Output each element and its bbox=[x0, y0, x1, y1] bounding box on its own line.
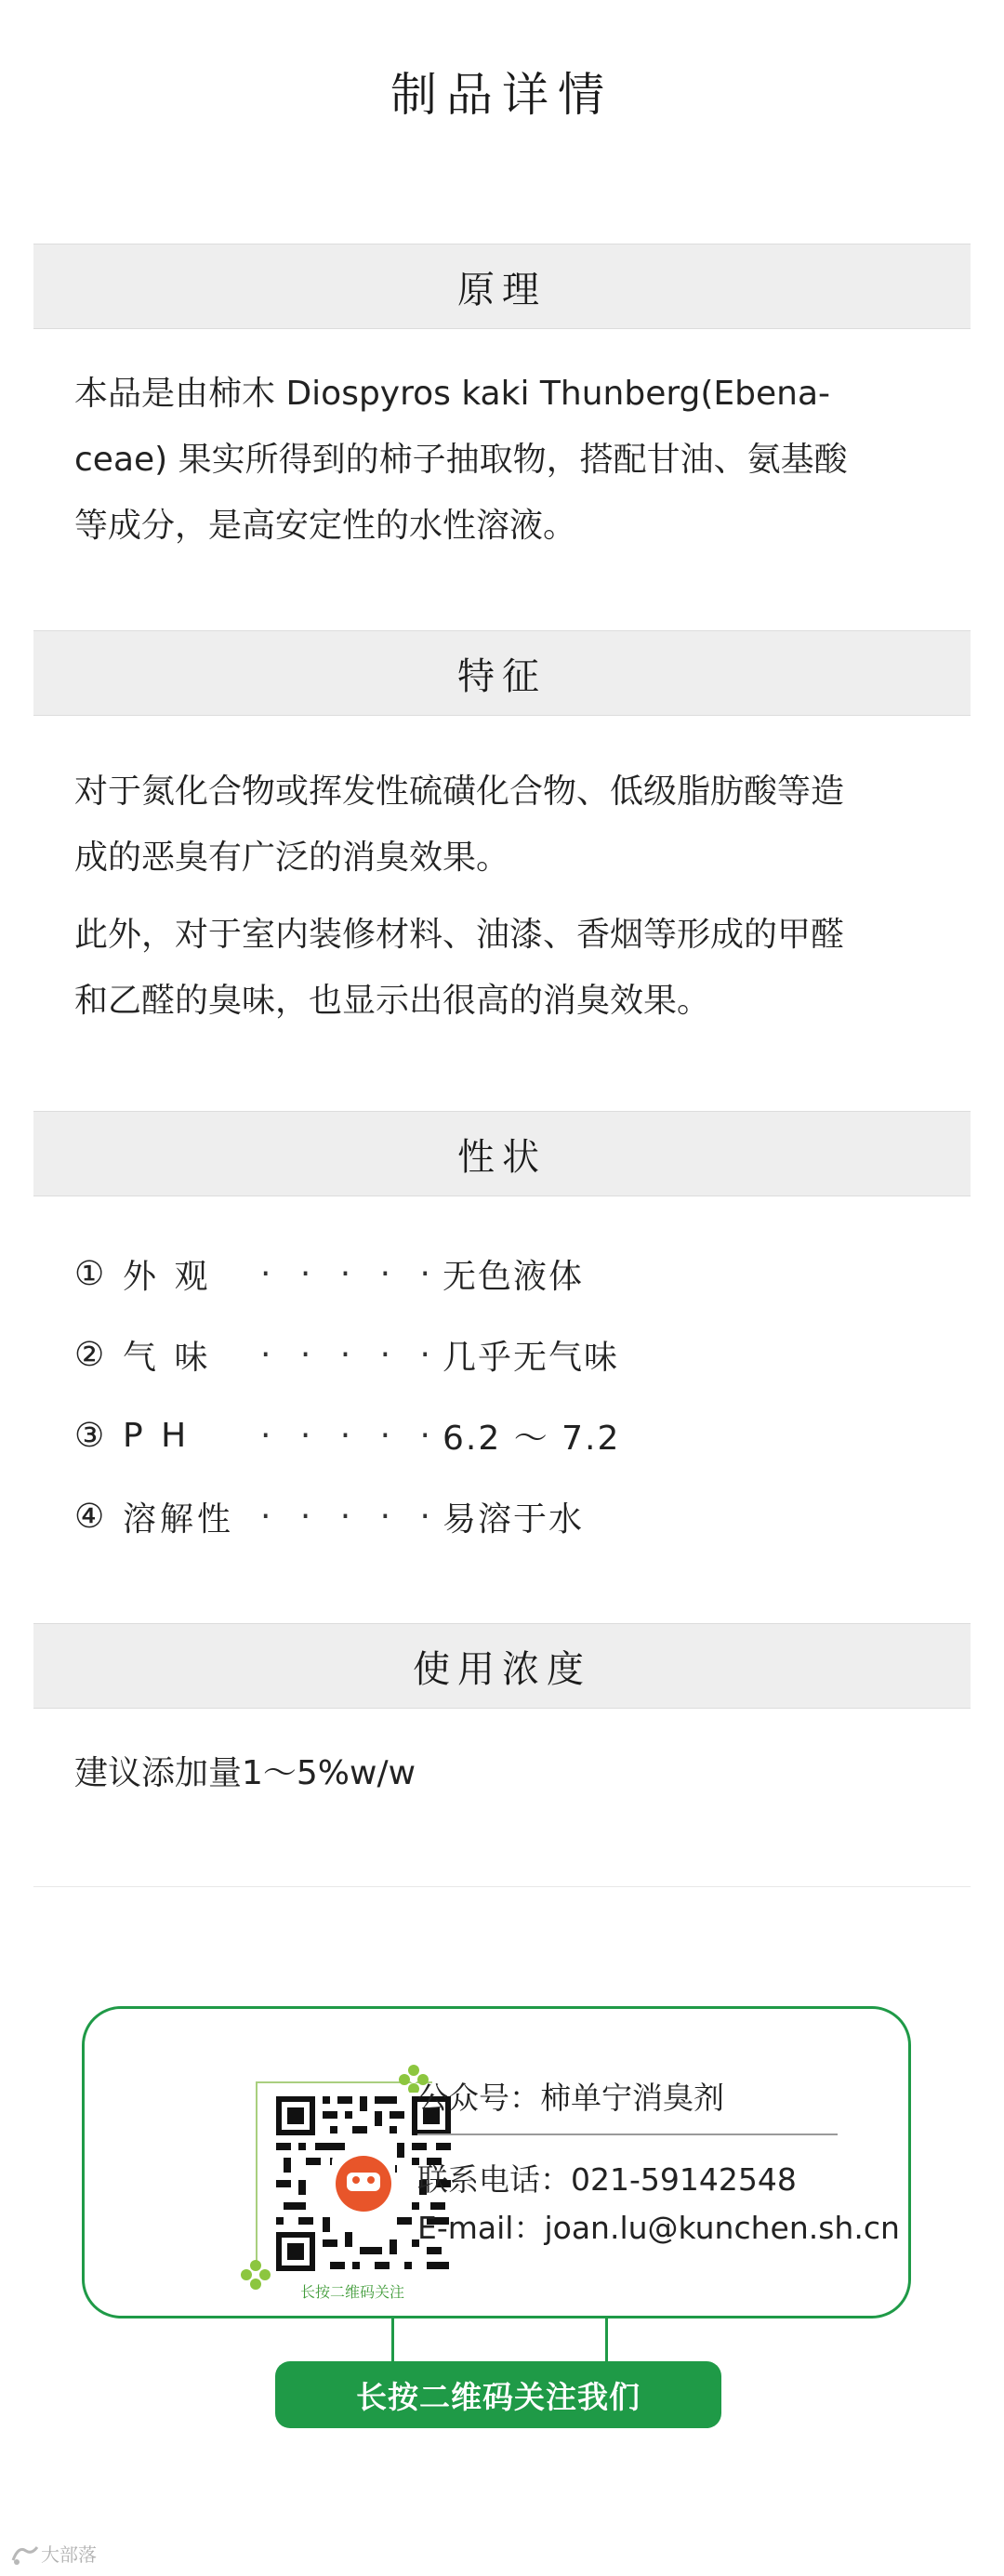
features-line: 和乙醛的臭味，也显示出很高的消臭效果。 bbox=[74, 982, 711, 1020]
section-divider bbox=[33, 1886, 971, 1887]
property-row bbox=[74, 1246, 584, 1301]
property-value: 几乎无气味 bbox=[443, 1338, 620, 1377]
qr-caption: 长按二维码关注 bbox=[299, 2283, 404, 2301]
property-label: P H bbox=[123, 1416, 191, 1455]
watermark-logo-icon bbox=[9, 2542, 41, 2566]
usage-text: 建议添加量1～5%w/w bbox=[74, 1754, 416, 1792]
watermark-text: 大部落 bbox=[41, 2543, 97, 2566]
property-value: 易溶于水 bbox=[443, 1499, 585, 1539]
property-leader-dots: · · · · · bbox=[260, 1416, 440, 1455]
principle-line: 本品是由柿木 Diospyros kaki Thunberg(Ebena- bbox=[74, 375, 831, 413]
property-number: ① bbox=[74, 1254, 105, 1293]
features-line: 此外，对于室内装修材料、油漆、香烟等形成的甲醛 bbox=[74, 916, 845, 954]
property-label: 外 观 bbox=[123, 1257, 212, 1296]
property-value: 6.2 ～ 7.2 bbox=[443, 1419, 621, 1458]
phone-label: 联系电话：021-59142548 bbox=[417, 2161, 797, 2198]
property-leader-dots: · · · · · bbox=[260, 1497, 440, 1536]
page-title: 制品详情 bbox=[390, 68, 614, 122]
info-separator bbox=[417, 2133, 838, 2135]
features-line: 对于氮化合物或挥发性硫磺化合物、低级脂肪酸等造 bbox=[74, 773, 845, 811]
property-number: ④ bbox=[74, 1497, 105, 1536]
section-heading-features: 特征 bbox=[33, 630, 971, 716]
principle-line: ceae) 果实所得到的柿子抽取物，搭配甘油、氨基酸 bbox=[74, 441, 848, 479]
section-heading-principle: 原理 bbox=[33, 244, 971, 329]
property-leader-dots: · · · · · bbox=[260, 1335, 440, 1374]
property-label: 溶解性 bbox=[123, 1499, 235, 1539]
qr-block bbox=[174, 2037, 425, 2306]
wechat-account-label: 公众号：柿单宁消臭剂 bbox=[417, 2080, 724, 2116]
property-number: ② bbox=[74, 1335, 105, 1374]
watermark bbox=[9, 2540, 97, 2567]
features-paragraph-2 bbox=[74, 902, 930, 1034]
features-paragraph-1 bbox=[74, 759, 930, 891]
property-number: ③ bbox=[74, 1416, 105, 1455]
property-row bbox=[74, 1327, 619, 1382]
property-row bbox=[74, 1488, 584, 1544]
property-label: 气 味 bbox=[123, 1338, 212, 1377]
property-value: 无色液体 bbox=[443, 1257, 585, 1296]
property-leader-dots: · · · · · bbox=[260, 1254, 440, 1293]
qr-frame-line bbox=[256, 2081, 258, 2267]
property-row bbox=[74, 1407, 620, 1463]
contact-card bbox=[82, 2006, 911, 2318]
principle-text bbox=[74, 361, 930, 559]
principle-line: 等成分，是高安定性的水性溶液。 bbox=[74, 507, 577, 545]
follow-us-button[interactable]: 长按二维码关注我们 bbox=[275, 2361, 721, 2428]
email-label: E-mail：joan.lu@kunchen.sh.cn bbox=[417, 2210, 900, 2246]
section-heading-usage: 使用浓度 bbox=[33, 1623, 971, 1709]
section-heading-properties: 性状 bbox=[33, 1111, 971, 1196]
features-line: 成的恶臭有广泛的消臭效果。 bbox=[74, 839, 510, 877]
